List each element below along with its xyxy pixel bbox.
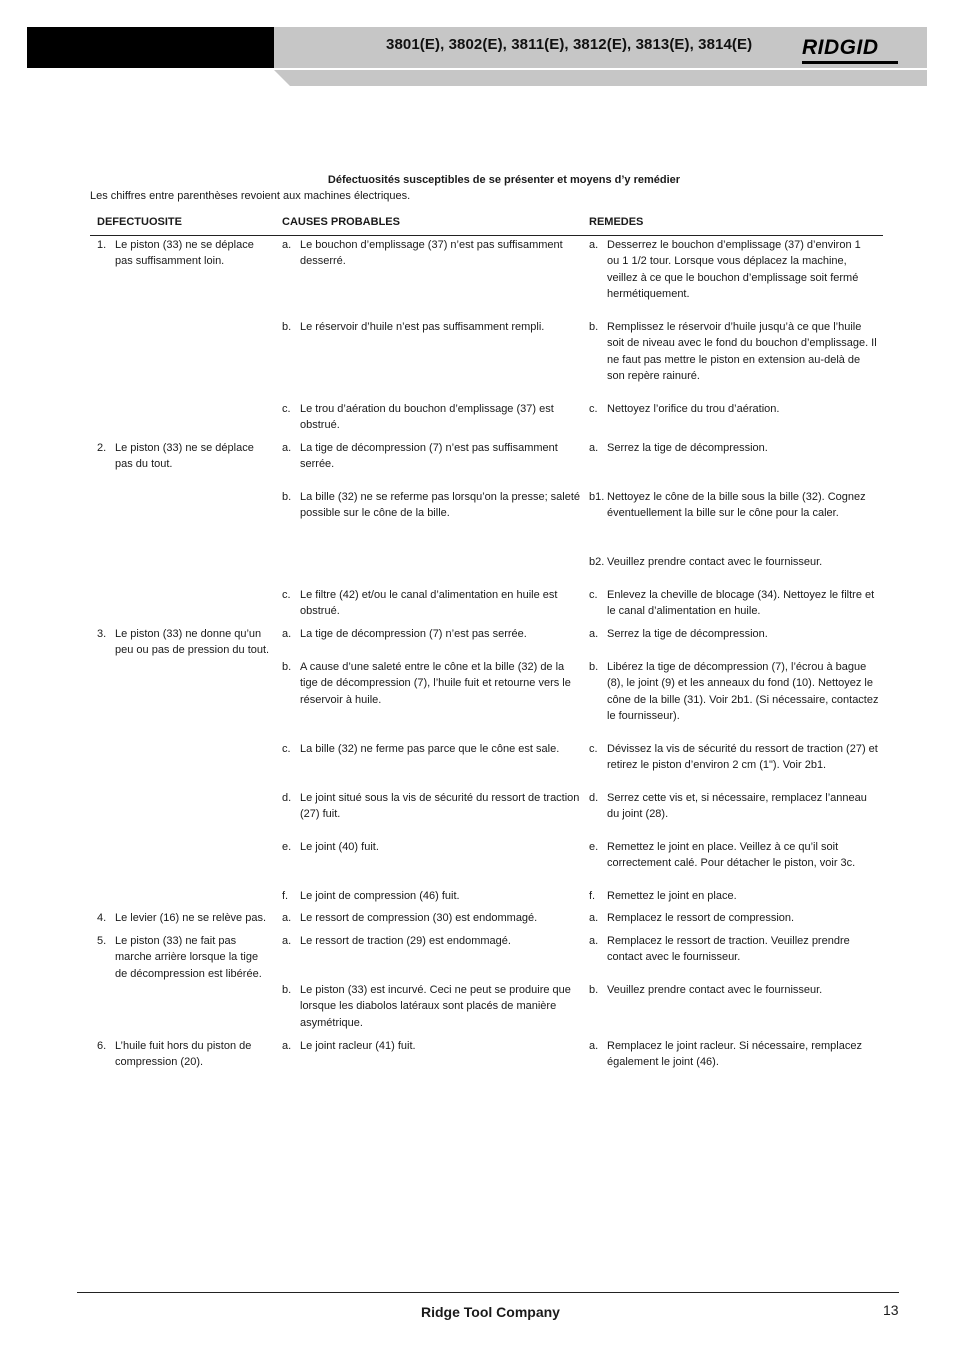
cause-marker: a. <box>282 628 292 640</box>
defect-row <box>97 1038 272 1071</box>
remedy-item <box>589 1038 879 1071</box>
cause-item <box>282 626 582 642</box>
cause-text: La tige de décompression (7) n’est pas serrée. <box>300 628 527 640</box>
remedy-text: Remplacez le ressort de compression. <box>607 912 795 924</box>
remedy-marker: c. <box>589 403 598 415</box>
remedy-text: Veuillez prendre contact avec le fournisseur. <box>607 984 823 996</box>
document-note: Les chiffres entre parenthèses revoient aux machines électriques. <box>90 190 411 202</box>
remedy-text: Serrez la tige de décompression. <box>607 442 768 454</box>
remedy-item <box>589 910 879 926</box>
defect-text: Le levier (16) ne se relève pas. <box>115 912 267 924</box>
cause-marker: a. <box>282 935 292 947</box>
cause-item <box>282 741 582 757</box>
cause-marker: c. <box>282 743 291 755</box>
cause-text: Le réservoir d’huile n’est pas suffisamment rempli. <box>300 321 545 333</box>
cause-text: Le bouchon d’emplissage (37) n’est pas suffisamment desserré. <box>300 239 563 268</box>
remedy-marker: b. <box>589 661 599 673</box>
cause-marker: e. <box>282 841 292 853</box>
cause-marker: b. <box>282 321 292 333</box>
cause-item <box>282 839 582 855</box>
cause-marker: c. <box>282 403 291 415</box>
remedy-marker: a. <box>589 1040 599 1052</box>
remedy-text: Veuillez prendre contact avec le fournisseur. <box>607 556 823 568</box>
cause-text: Le filtre (42) et/ou le canal d’alimentation en huile est obstrué. <box>300 589 558 618</box>
ridgid-logo <box>802 36 898 64</box>
cause-marker: a. <box>282 239 292 251</box>
remedy-text: Libérez la tige de décompression (7), l’écrou à bague (8), le joint (9) et les anneaux du fond (10). Nettoyez le cône de la bille (31). Voir 2b1. (Si nécessaire, contactez le fournisseur). <box>607 661 879 723</box>
remedy-marker: a. <box>589 935 599 947</box>
remedy-text: Desserrez le bouchon d’emplissage (37) d’environ 1 ou 1 1/2 tour. Lorsque vous déplacez la machine, veillez à ce que le bouchon d’emplissage soit fermé hermétiquement. <box>607 239 861 301</box>
remedy-item <box>589 933 879 966</box>
remedy-text: Remettez le joint en place. Veillez à ce qu’il soit correctement calé. Pour détacher le piston, voir 3c. <box>607 841 856 870</box>
cause-marker: a. <box>282 1040 292 1052</box>
defect-text: Le piston (33) ne donne qu’un peu ou pas de pression du tout. <box>115 628 270 657</box>
defect-number: 2. <box>97 442 107 454</box>
cause-text: Le joint de compression (46) fuit. <box>300 890 460 902</box>
remedy-item <box>589 741 879 774</box>
cause-marker: c. <box>282 589 291 601</box>
cause-marker: a. <box>282 912 292 924</box>
remedy-marker: c. <box>589 743 598 755</box>
cause-item <box>282 489 582 522</box>
cause-item <box>282 933 582 949</box>
cause-item <box>282 910 582 926</box>
cause-text: La bille (32) ne ferme pas parce que le cône est sale. <box>300 743 560 755</box>
cause-item <box>282 982 582 1031</box>
remedy-text: Serrez la tige de décompression. <box>607 628 768 640</box>
remedy-text: Remettez le joint en place. <box>607 890 737 902</box>
remedy-marker: a. <box>589 239 599 251</box>
remedy-item <box>589 626 879 642</box>
remedy-item <box>589 839 879 872</box>
cause-item <box>282 888 582 904</box>
cause-text: La bille (32) ne se referme pas lorsqu’on la presse; saleté possible sur le cône de la bille. <box>300 491 581 520</box>
remedy-item <box>589 401 879 417</box>
remedy-text: Remplissez le réservoir d’huile jusqu’à ce que l’huile soit de niveau avec le fond du bouchon d’emplissage. Il ne faut pas mettre le piston en extension au-delà de son repère rainuré. <box>607 321 877 383</box>
brand-name: RIDGID <box>802 36 879 59</box>
remedy-marker: b1. <box>589 491 605 503</box>
header-black-block <box>27 27 274 68</box>
remedy-text: Remplacez le joint racleur. Si nécessaire, remplacez également le joint (46). <box>607 1040 862 1069</box>
header-grey-underband <box>274 70 927 86</box>
column-header-defect: DEFECTUOSITE <box>97 216 182 228</box>
table-header-rule <box>90 235 883 236</box>
remedy-marker: b2. <box>589 556 605 568</box>
column-header-causes: CAUSES PROBABLES <box>282 216 400 228</box>
cause-text: Le trou d’aération du bouchon d’emplissage (37) est obstrué. <box>300 403 554 432</box>
cause-text: La tige de décompression (7) n’est pas suffisamment serrée. <box>300 442 558 471</box>
remedy-marker: f. <box>589 890 596 902</box>
cause-marker: d. <box>282 792 292 804</box>
defect-row <box>97 237 272 270</box>
remedy-item <box>589 659 879 725</box>
remedy-item <box>589 554 879 570</box>
remedy-item <box>589 982 879 998</box>
cause-item <box>282 319 582 335</box>
cause-marker: a. <box>282 442 292 454</box>
remedy-item <box>589 587 879 620</box>
remedy-text: Remplacez le ressort de traction. Veuillez prendre contact avec le fournisseur. <box>607 935 850 964</box>
defect-row <box>97 933 272 982</box>
defect-number: 1. <box>97 239 107 251</box>
cause-item <box>282 440 582 473</box>
remedy-text: Nettoyez l’orifice du trou d’aération. <box>607 403 780 415</box>
remedy-marker: e. <box>589 841 599 853</box>
document-title: Défectuosités susceptibles de se présenter et moyens d’y remédier <box>327 174 681 186</box>
cause-marker: f. <box>282 890 289 902</box>
remedy-text: Nettoyez le cône de la bille sous la bille (32). Cognez éventuellement la bille sur le cône pour la caler. <box>607 491 866 520</box>
remedy-marker: a. <box>589 628 599 640</box>
cause-item <box>282 790 582 823</box>
cause-text: Le joint (40) fuit. <box>300 841 379 853</box>
remedy-marker: b. <box>589 984 599 996</box>
remedy-item <box>589 489 879 522</box>
remedy-item <box>589 790 879 823</box>
defect-number: 4. <box>97 912 107 924</box>
footer-company: Ridge Tool Company <box>421 1304 560 1320</box>
defect-text: Le piston (33) ne se déplace pas du tout. <box>115 442 254 471</box>
remedy-item <box>589 888 879 904</box>
remedy-marker: c. <box>589 589 598 601</box>
remedy-marker: a. <box>589 912 599 924</box>
page-number: 13 <box>883 1302 899 1318</box>
model-title: 3801(E), 3802(E), 3811(E), 3812(E), 3813(E), 3814(E) <box>386 36 753 53</box>
cause-text: Le joint situé sous la vis de sécurité du ressort de traction (27) fuit. <box>300 792 580 821</box>
remedy-text: Serrez cette vis et, si nécessaire, remplacez l’anneau du joint (28). <box>607 792 867 821</box>
column-header-remedies: REMEDES <box>589 216 644 228</box>
remedy-marker: a. <box>589 442 599 454</box>
remedy-marker: d. <box>589 792 599 804</box>
cause-marker: b. <box>282 984 292 996</box>
logo-underline <box>802 61 898 64</box>
cause-item <box>282 401 582 434</box>
cause-text: Le piston (33) est incurvé. Ceci ne peut se produire que lorsque les diabolos latéraux sont placés de manière asymétrique. <box>300 984 571 1029</box>
defect-row <box>97 910 272 926</box>
cause-text: Le joint racleur (41) fuit. <box>300 1040 416 1052</box>
cause-marker: b. <box>282 661 292 673</box>
cause-text: A cause d’une saleté entre le cône et la bille (32) de la tige de décompression (7), l’huile fuit et retourne vers le réservoir à huile. <box>300 661 571 706</box>
remedy-text: Dévissez la vis de sécurité du ressort de traction (27) et retirez le piston d’environ 2 cm (1"). Voir 2b1. <box>607 743 878 772</box>
remedy-marker: b. <box>589 321 599 333</box>
defect-number: 5. <box>97 935 107 947</box>
defect-text: Le piston (33) ne fait pas marche arrière lorsque la tige de décompression est libérée. <box>115 935 262 980</box>
cause-item <box>282 237 582 270</box>
defect-number: 6. <box>97 1040 107 1052</box>
remedy-item <box>589 440 879 456</box>
cause-item <box>282 659 582 708</box>
cause-text: Le ressort de traction (29) est endommagé. <box>300 935 511 947</box>
cause-item <box>282 1038 582 1054</box>
defect-row <box>97 440 272 473</box>
cause-text: Le ressort de compression (30) est endommagé. <box>300 912 538 924</box>
defect-text: L’huile fuit hors du piston de compression (20). <box>115 1040 252 1069</box>
cause-item <box>282 587 582 620</box>
remedy-item <box>589 319 879 385</box>
cause-marker: b. <box>282 491 292 503</box>
defect-row <box>97 626 272 659</box>
defect-number: 3. <box>97 628 107 640</box>
defect-text: Le piston (33) ne se déplace pas suffisamment loin. <box>115 239 254 268</box>
footer-rule <box>77 1292 899 1293</box>
remedy-item <box>589 237 879 303</box>
remedy-text: Enlevez la cheville de blocage (34). Nettoyez le filtre et le canal d’alimentation en huile. <box>607 589 875 618</box>
